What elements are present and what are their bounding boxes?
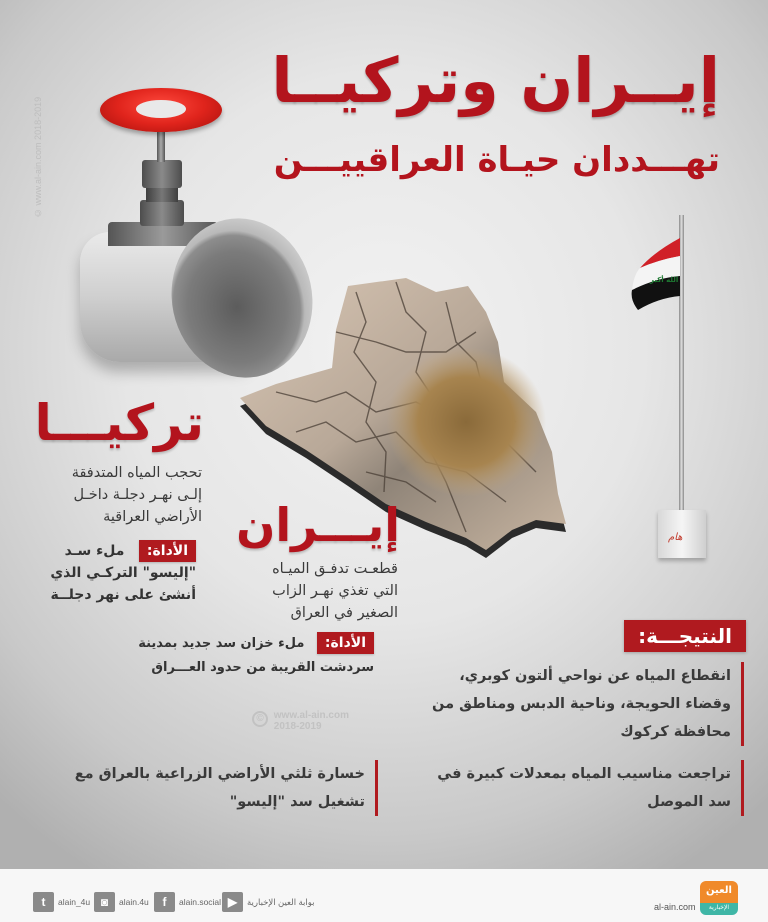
site-link[interactable]: al-ain.com — [654, 902, 696, 912]
social-label: بوابة العين الإخبارية — [247, 896, 315, 907]
iran-description-line: التي تغذي نهـر الزاب — [272, 583, 398, 599]
iran-description-line: الصغير في العراق — [290, 605, 398, 621]
twitter-icon: t — [33, 892, 54, 912]
social-label: alain_4u — [58, 897, 91, 907]
turkey-tool-text: ملء سـد — [64, 543, 125, 559]
social-twitter[interactable] — [33, 891, 90, 913]
iran-tool-block — [94, 632, 374, 681]
social-label: alain.social — [179, 897, 222, 907]
footer — [0, 869, 768, 922]
page-title: إيــران وتركيــا — [271, 44, 720, 117]
turkey-heading: تركيـــا — [34, 394, 204, 452]
turkey-description-line: الأراضي العراقية — [103, 509, 202, 525]
social-instagram[interactable] — [94, 891, 149, 913]
turkey-description-line: تحجب المياه المتدفقة — [71, 465, 202, 481]
social-youtube[interactable] — [222, 891, 315, 913]
result-item: تراجعت مناسيب المياه بمعدلات كبيرة في سد الموصل — [414, 760, 744, 816]
result-item: انقطاع المياه عن نواحي ألتون كوبري، وقضاء الحويجة، وناحية الدبس ومناطق من محافظة كركوك — [414, 662, 744, 746]
valve-wheel-icon — [100, 88, 222, 132]
svg-text:الله أكبر: الله أكبر — [650, 276, 679, 284]
youtube-icon: ▶ — [222, 892, 243, 912]
watermark-url: www.al-ain.com — [273, 710, 349, 721]
iran-heading: إيـــران — [236, 498, 400, 552]
social-facebook[interactable] — [154, 891, 221, 913]
flag-base-text: هام — [668, 532, 683, 543]
vertical-watermark: © www.al-ain.com 2018-2019 — [33, 96, 43, 218]
watermark-years: 2018-2019 — [273, 720, 322, 732]
turkey-description-line: إلـى نهـر دجلـة داخـل — [73, 487, 202, 503]
iran-tool-badge: الأداة: — [317, 632, 374, 654]
turkey-tool-text: أنشئ على نهر دجلــة — [50, 587, 196, 603]
logo-subtext: الإخبارية — [708, 904, 730, 911]
al-ain-logo[interactable] — [700, 881, 738, 915]
turkey-tool-badge: الأداة: — [139, 540, 196, 562]
result-item: خسارة ثلثي الأراضي الزراعية بالعراق مع تشغيل سد "إليسو" — [28, 760, 378, 816]
copyright-icon: © — [252, 711, 268, 727]
iraq-flag-icon — [628, 238, 680, 310]
iran-description — [228, 558, 398, 624]
page-subtitle: تهـــددان حيـاة العراقييـــن — [273, 140, 720, 180]
turkey-description — [2, 462, 202, 528]
turkey-tool-text: "إليسو" التركـي الذي — [50, 565, 196, 581]
valve-nut — [146, 188, 178, 202]
social-label: alain.4u — [119, 897, 149, 907]
inline-watermark — [252, 711, 349, 732]
turkey-tool-block — [0, 540, 196, 606]
iran-tool-text: ملء خزان سد جديد بمدينة — [138, 636, 305, 651]
valve-nut — [140, 200, 184, 226]
valve-nut — [142, 160, 182, 188]
logo-text: العين — [706, 885, 732, 896]
iran-tool-text: سردشت القريبة من حدود العـــراق — [151, 660, 374, 675]
iran-description-line: قطعـت تدفـق الميـاه — [272, 561, 398, 577]
instagram-icon: ◙ — [94, 892, 115, 912]
result-badge-wrap — [624, 620, 746, 652]
facebook-icon: f — [154, 892, 175, 912]
flag-base-stone — [658, 510, 706, 558]
result-badge: النتيجـــة: — [624, 620, 746, 652]
